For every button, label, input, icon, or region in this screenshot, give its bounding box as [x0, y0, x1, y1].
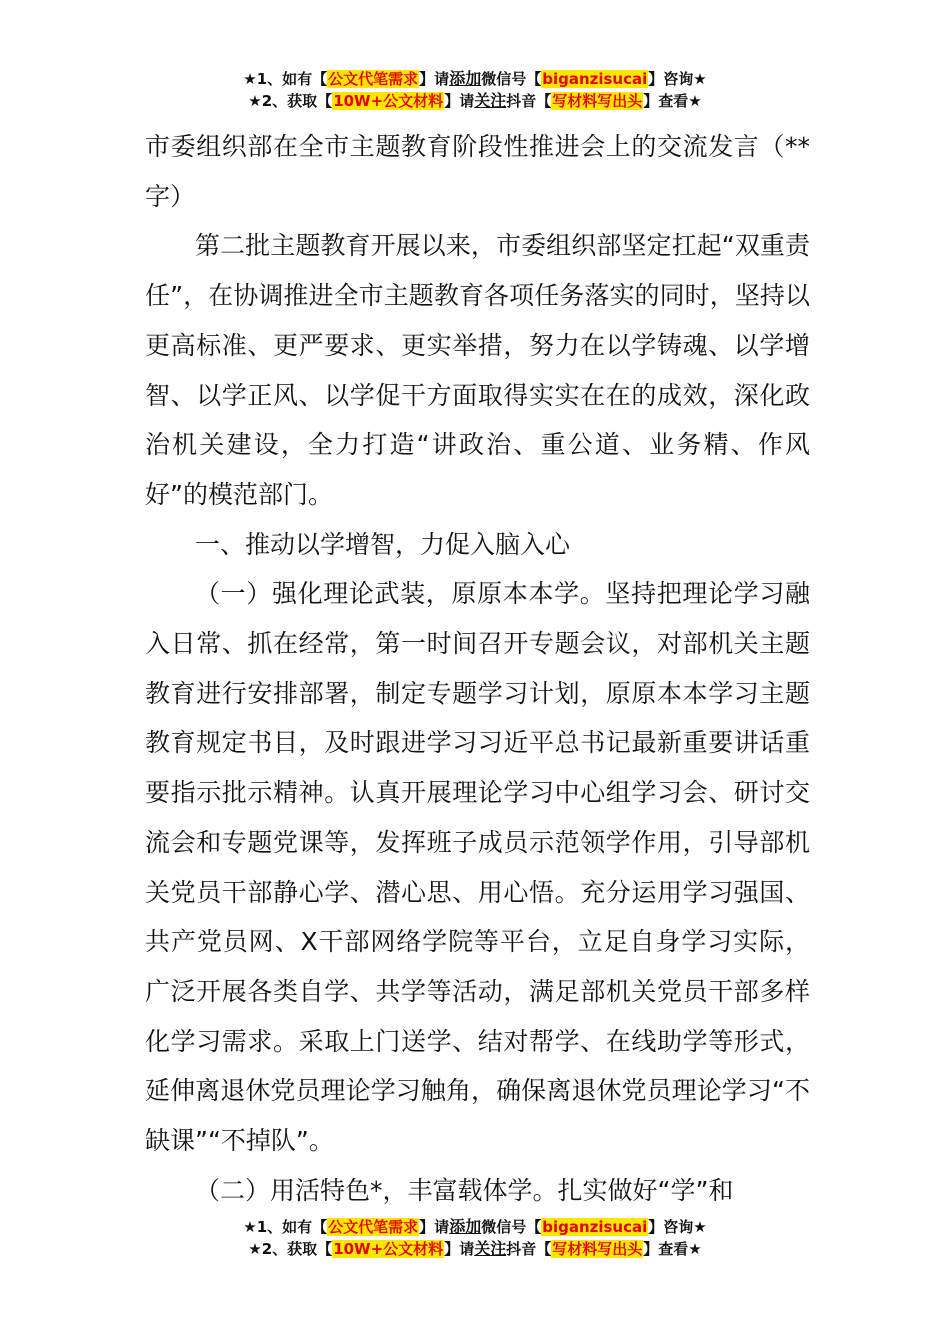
banner-line-1: ★1、如有【公文代笔需求】请添加微信号【biganzisucai】咨询★	[243, 1217, 707, 1236]
highlight-text: biganzisucai	[542, 1218, 648, 1236]
highlight-text: 写材料写出头	[552, 92, 643, 110]
section-heading: 一、推动以学增智，力促入脑入心	[195, 529, 571, 559]
intro-paragraph: 第二批主题教育开展以来，市委组织部坚定扛起“双重责任”，在协调推进全市主题教育各项任务落实的同时，坚持以更高标准、更严要求、更实举措，努力在以学铸魂、以学增智、以学正风、以学促干方面取得实实在在的成效，深化政治机关建设，全力打造“讲政治、重公道、业务精、作风好”的模范部门。	[145, 231, 810, 509]
highlight-text: 10W+公文材料	[333, 92, 444, 110]
document-title: 市委组织部在全市主题教育阶段性推进会上的交流发言（**字）	[145, 132, 810, 211]
bottom-ad-banner	[0, 1216, 950, 1260]
highlight-text: 公文代笔需求	[328, 70, 419, 88]
highlight-text: biganzisucai	[542, 70, 648, 88]
body-paragraph: （二）用活特色*，丰富载体学。扎实做好“学”和	[195, 1175, 734, 1205]
document-body	[145, 122, 810, 1215]
highlight-text: 10W+公文材料	[333, 1240, 444, 1258]
body-paragraph: （一）强化理论武装，原原本本学。坚持把理论学习融入日常、抓在经常，第一时间召开专题会议，对部机关主题教育进行安排部署，制定专题学习计划，原原本本学习主题教育规定书目，及时跟进学习习近平总书记最新重要讲话重要指示批示精神。认真开展理论学习中心组学习会、研讨交流会和专题党课等，发挥班子成员示范领学作用，引导部机关党员干部静心学、潜心思、用心悟。充分运用学习强国、共产党员网、X干部网络学院等平台，立足自身学习实际，广泛开展各类自学、共学等活动，满足部机关党员干部多样化学习需求。采取上门送学、结对帮学、在线助学等形式，延伸离退休党员理论学习触角，确保离退休党员理论学习“不缺课”“不掉队”。	[145, 579, 810, 1156]
highlight-text: 公文代笔需求	[328, 1218, 419, 1236]
top-ad-banner	[0, 68, 950, 112]
banner-line-1: ★1、如有【公文代笔需求】请添加微信号【biganzisucai】咨询★	[243, 69, 707, 88]
banner-line-2: ★2、获取【10W+公文材料】请关注抖音【写材料写出头】查看★	[248, 1239, 702, 1258]
banner-line-2: ★2、获取【10W+公文材料】请关注抖音【写材料写出头】查看★	[248, 91, 702, 110]
highlight-text: 写材料写出头	[552, 1240, 643, 1258]
